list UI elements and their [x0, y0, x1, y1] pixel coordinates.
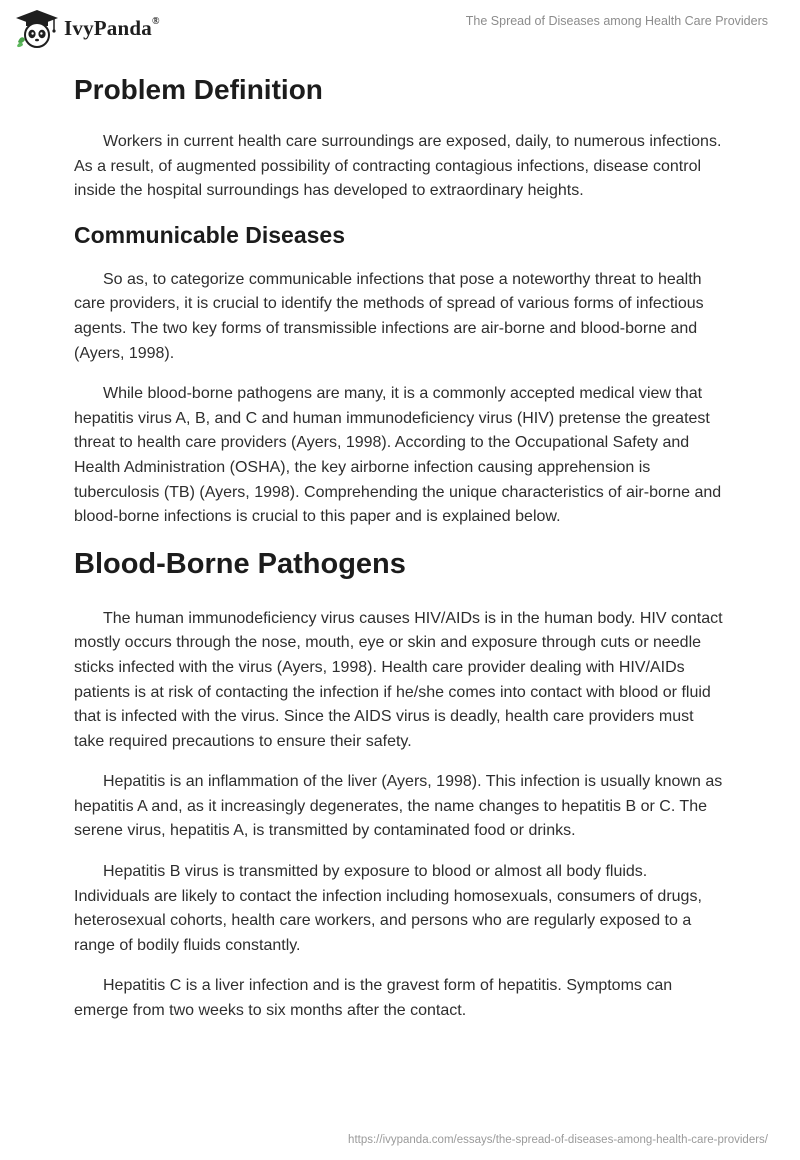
panda-graduate-icon [14, 8, 60, 48]
section-blood-borne-pathogens [74, 546, 726, 1024]
paragraph: Workers in current health care surroundings are exposed, daily, to numerous infections. As a result, of augmented possibility of contracting contagious infections, disease control inside the hospital surroundings has developed to extraordinary heights. [74, 133, 722, 200]
paragraph: While blood-borne pathogens are many, it is a commonly accepted medical view that hepatitis virus A, B, and C and human immunodeficiency virus (HIV) pretense the greatest threat to health care providers (Ayers, 1998). According to the Occupational Safety and Health Administration (OSHA), the key airborne infection causing apprehension is tuberculosis (TB) (Ayers, 1998). Comprehending the unique characteristics of air-borne and blood-borne infections is crucial to this paper and is explained below. [74, 385, 722, 526]
brand-name: IvyPanda® [64, 15, 160, 40]
section-communicable-diseases [74, 220, 726, 530]
document-title: The Spread of Diseases among Health Care Providers [465, 14, 768, 28]
paragraph: Hepatitis is an inflammation of the liver (Ayers, 1998). This infection is usually known as hepatitis A and, as it increasingly degenerates, the name changes to hepatitis B or C. The serene virus, hepatitis A, is transmitted by contaminated food or drinks. [74, 773, 723, 840]
source-url-link[interactable]: https://ivypanda.com/essays/the-spread-of-diseases-among-health-care-providers/ [348, 1134, 768, 1146]
section-problem-definition [74, 72, 726, 204]
ivypanda-logo[interactable] [14, 8, 160, 48]
essay-body [74, 72, 726, 1040]
section-heading: Communicable Diseases [74, 221, 346, 248]
section-heading: Blood-Borne Pathogens [74, 547, 406, 580]
section-heading: Problem Definition [74, 74, 323, 105]
paragraph: The human immunodeficiency virus causes HIV/AIDs is in the human body. HIV contact mostly occurs through the nose, mouth, eye or skin and exposure through cuts or needle sticks infected with the virus (Ayers, 1998). Health care provider dealing with HIV/AIDs patients is at risk of contacting the infection if he/she comes into contact with blood or fluid that is infected with the virus. Since the AIDS virus is deadly, health care providers must take required precautions to ensure their safety. [74, 609, 723, 750]
paragraph: So as, to categorize communicable infections that pose a noteworthy threat to health care providers, it is crucial to identify the methods of spread of various forms of infectious agents. The two key forms of transmissible infections are air-borne and blood-borne and (Ayers, 1998). [74, 270, 704, 362]
page-header [0, 0, 800, 60]
paragraph: Hepatitis C is a liver infection and is the gravest form of hepatitis. Symptoms can emerge from two weeks to six months after the contact. [74, 977, 673, 1020]
paragraph: Hepatitis B virus is transmitted by exposure to blood or almost all body fluids. Individuals are likely to contact the infection including homosexuals, consumers of drugs, heterosexual cohorts, health care workers, and persons who are regularly exposed to a range of bodily fluids constantly. [74, 863, 702, 954]
